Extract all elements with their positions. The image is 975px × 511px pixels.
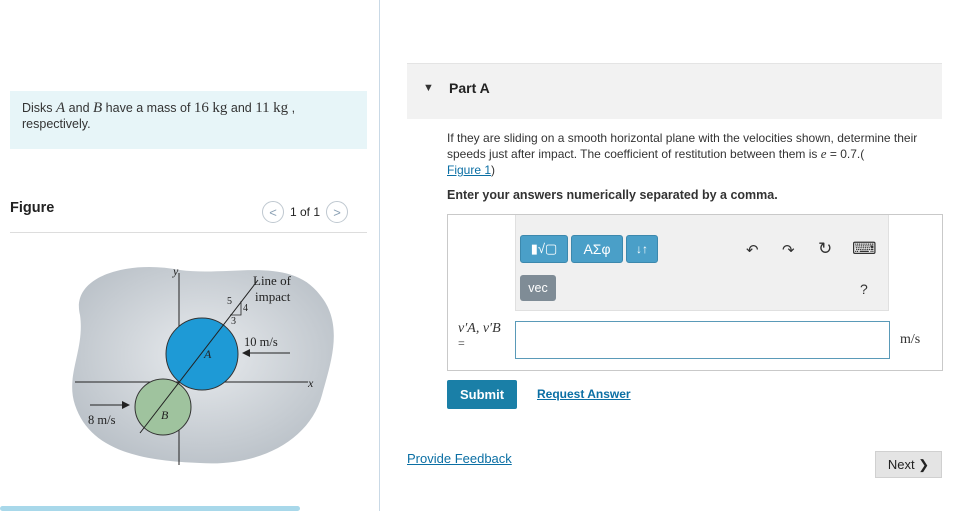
mass-a-unit: kg <box>212 100 228 116</box>
prev-figure-button[interactable]: < <box>262 201 284 223</box>
reorder-button[interactable]: ↓↑ <box>626 235 658 263</box>
math-toolbar <box>515 215 889 311</box>
problem-text: Disks <box>22 101 57 115</box>
answer-variables <box>458 322 501 350</box>
equals-sign: = <box>458 336 465 350</box>
templates-button[interactable]: ▮√▢ <box>520 235 568 263</box>
figure-heading: Figure <box>10 200 55 216</box>
collapse-caret-icon[interactable]: ▼ <box>423 82 434 94</box>
redo-icon[interactable]: ↷ <box>782 242 795 259</box>
mass-b-unit: kg <box>273 100 289 116</box>
slope-5-label: 5 <box>227 296 232 307</box>
disk-a <box>166 318 238 390</box>
undo-icon[interactable]: ↶ <box>746 242 759 259</box>
disk-b <box>135 379 191 435</box>
problem-text: have a mass of <box>102 101 194 115</box>
problem-statement <box>10 91 367 149</box>
line-of-impact-label-2: impact <box>255 289 291 304</box>
answer-input[interactable] <box>515 321 890 359</box>
greek-symbols-button[interactable]: ΑΣφ <box>571 235 623 263</box>
x-axis-label: x <box>308 376 314 390</box>
collision-figure <box>60 255 350 470</box>
request-answer-link[interactable]: Request Answer <box>537 387 631 401</box>
submit-button[interactable]: Submit <box>447 380 517 409</box>
bottom-scroll-bar[interactable] <box>0 506 300 511</box>
question-part: = 0.7.( <box>826 147 865 161</box>
instruction-text: Enter your answers numerically separated by a comma. <box>447 188 778 202</box>
keyboard-icon[interactable]: ⌨ <box>852 239 877 258</box>
left-column <box>0 0 380 511</box>
part-header[interactable] <box>407 63 942 119</box>
slope-4-label: 4 <box>243 303 248 314</box>
figure-pager <box>262 201 348 223</box>
mass-a-value: 16 <box>193 100 209 116</box>
question-text <box>447 130 937 178</box>
y-axis-label: y <box>173 264 179 278</box>
page-indicator: 1 of 1 <box>290 205 321 219</box>
slope-3-label: 3 <box>231 316 236 327</box>
problem-text: , respectively. <box>22 101 296 131</box>
help-icon[interactable]: ? <box>860 281 868 297</box>
problem-text: and <box>65 101 94 115</box>
disk-b-label: B <box>161 408 169 422</box>
velocity-a-label: 10 m/s <box>244 335 278 349</box>
next-figure-button[interactable]: > <box>326 201 348 223</box>
vector-button[interactable]: vec <box>520 275 556 301</box>
divider <box>10 232 367 233</box>
velocity-b-label: 8 m/s <box>88 413 116 427</box>
disk-a-label: A <box>204 347 212 361</box>
problem-text: and <box>227 101 256 115</box>
line-of-impact-label-1: Line of <box>253 273 291 288</box>
answer-box <box>447 214 943 371</box>
figure-link[interactable]: Figure 1 <box>447 163 492 177</box>
provide-feedback-link[interactable]: Provide Feedback <box>407 451 512 466</box>
reset-icon[interactable]: ↻ <box>818 239 833 258</box>
disk-a-symbol: A <box>56 100 66 116</box>
question-part: ) <box>491 163 496 177</box>
mass-b-value: 11 <box>255 100 270 116</box>
variable-names: v′A, v′B <box>458 321 501 336</box>
part-title: Part A <box>449 80 490 96</box>
disk-b-symbol: B <box>93 100 103 116</box>
next-button[interactable]: Next ❯ <box>875 451 942 478</box>
question-part: If they are sliding on a smooth horizontal plane with the velocities shown, determine their speeds just after impact. The coefficient of restitution between them is <box>447 131 918 161</box>
restitution-symbol: e <box>820 146 827 161</box>
answer-unit: m/s <box>900 332 921 347</box>
